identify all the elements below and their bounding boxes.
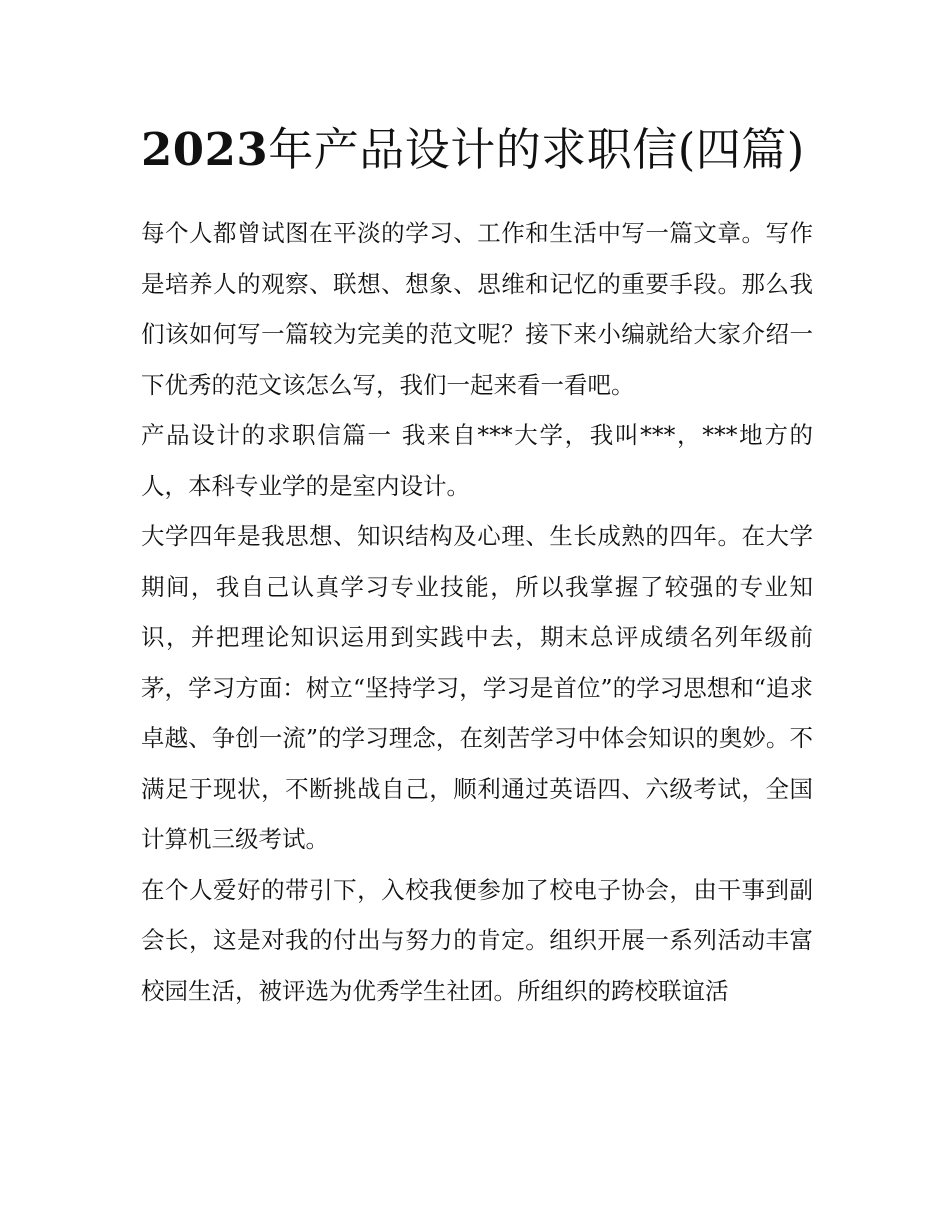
document-body — [141, 112, 813, 1016]
paragraph-intro: 每个人都曾试图在平淡的学习、工作和生活中写一篇文章。写作是培养人的观察、联想、想象、思维和记忆的重要手段。那么我们该如何写一篇较为完美的范文呢？接下来小编就给大家介绍一下优秀的范文该怎么写，我们一起来看一看吧。 — [141, 219, 813, 399]
document-title — [141, 112, 813, 188]
paragraph-study: 大学四年是我思想、知识结构及心理、生长成熟的四年。在大学期间，我自己认真学习专业技能，所以我掌握了较强的专业知识，并把理论知识运用到实践中去，期末总评成绩名列年级前茅，学习方面：树立“坚持学习，学习是首位”的学习思想和“追求卓越、争创一流”的学习理念，在刻苦学习中体会知识的奥妙。不满足于现状，不断挑战自己，顺利通过英语四、六级考试，全国计算机三级考试。 — [141, 522, 813, 853]
paragraph-self-intro: 产品设计的求职信篇一 我来自***大学，我叫***，***地方的人，本科专业学的是室内设计。 — [141, 421, 813, 500]
title-text: 年产品设计的求职信(四篇) — [268, 123, 805, 176]
paragraph-activities: 在个人爱好的带引下，入校我便参加了校电子协会，由干事到副会长，这是对我的付出与努力的肯定。组织开展一系列活动丰富校园生活，被评选为优秀学生社团。所组织的跨校联谊活 — [141, 875, 813, 1005]
title-year: 2023 — [141, 123, 269, 176]
